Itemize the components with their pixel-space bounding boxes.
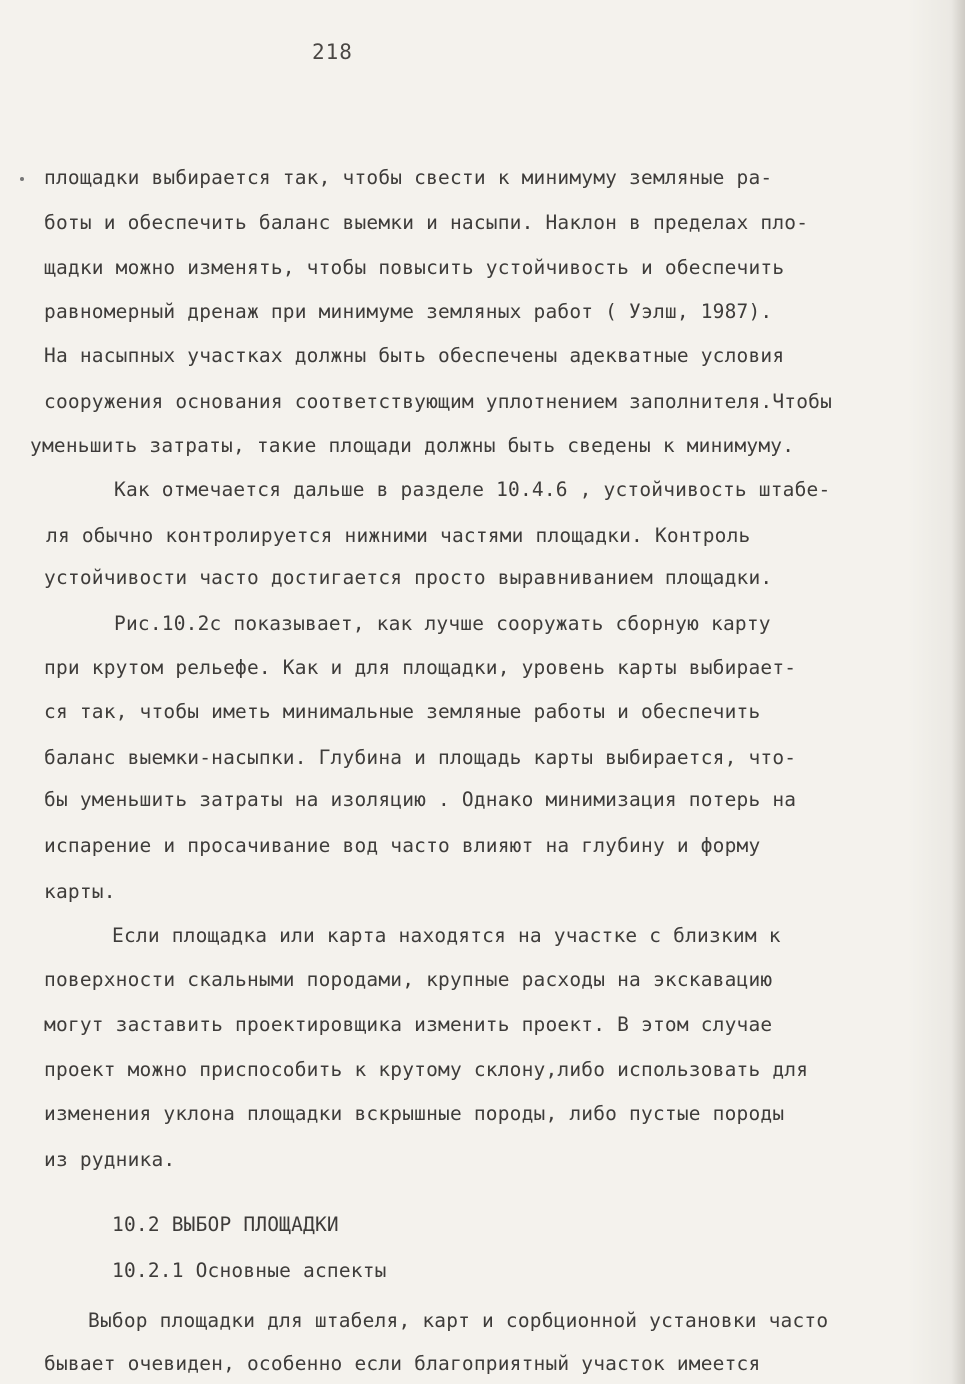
page-edge-shadow bbox=[951, 0, 965, 1384]
page-number: 218 bbox=[312, 40, 353, 64]
text-line: Рис.10.2с показывает, как лучше сооружать сборную карту bbox=[114, 612, 771, 635]
subsection-heading: 10.2.1 Основные аспекты bbox=[112, 1259, 387, 1282]
margin-dot bbox=[20, 177, 24, 181]
text-line: проект можно приспособить к крутому склону,либо использовать для bbox=[44, 1058, 809, 1081]
text-line: боты и обеспечить баланс выемки и насыпи. Наклон в пределах пло- bbox=[44, 211, 809, 234]
text-line: равномерный дренаж при минимуме земляных работ ( Уэлш, 1987). bbox=[44, 300, 773, 323]
text-line: могут заставить проектировщика изменить проект. В этом случае bbox=[44, 1013, 773, 1036]
text-line: ля обычно контролируется нижними частями площадки. Контроль bbox=[46, 524, 751, 547]
text-line: Если площадка или карта находятся на участке с близким к bbox=[112, 924, 781, 947]
text-line: из рудника. bbox=[44, 1148, 176, 1171]
text-line: испарение и просачивание вод часто влияют на глубину и форму bbox=[44, 834, 761, 857]
text-line: изменения уклона площадки вскрышные породы, либо пустые породы bbox=[44, 1102, 785, 1125]
text-line: уменьшить затраты, такие площади должны быть сведены к минимуму. bbox=[30, 434, 795, 457]
section-heading: 10.2 ВЫБОР ПЛОЩАДКИ bbox=[112, 1213, 339, 1236]
text-line: бывает очевиден, особенно если благоприятный участок имеется bbox=[44, 1352, 761, 1375]
text-line: при крутом рельефе. Как и для площадки, уровень карты выбирает- bbox=[44, 656, 797, 679]
text-line: бы уменьшить затраты на изоляцию . Однако минимизация потерь на bbox=[44, 788, 797, 811]
text-line: баланс выемки-насыпки. Глубина и площадь карты выбирается, что- bbox=[44, 746, 797, 769]
text-line: На насыпных участках должны быть обеспечены адекватные условия bbox=[44, 344, 785, 367]
text-line: площадки выбирается так, чтобы свести к минимуму земляные ра- bbox=[44, 166, 773, 189]
text-line: Как отмечается дальше в разделе 10.4.6 , устойчивость штабе- bbox=[114, 478, 831, 501]
text-line: сооружения основания соответствующим уплотнением заполнителя.Чтобы bbox=[44, 390, 833, 413]
text-line: поверхности скальными породами, крупные расходы на экскавацию bbox=[44, 968, 773, 991]
text-line: устойчивости часто достигается просто выравниванием площадки. bbox=[44, 566, 773, 589]
text-line: щадки можно изменять, чтобы повысить устойчивость и обеспечить bbox=[44, 256, 785, 279]
text-line: Выбор площадки для штабеля, карт и сорбционной установки часто bbox=[88, 1309, 829, 1332]
text-line: карты. bbox=[44, 880, 116, 903]
text-line: ся так, чтобы иметь минимальные земляные работы и обеспечить bbox=[44, 700, 761, 723]
